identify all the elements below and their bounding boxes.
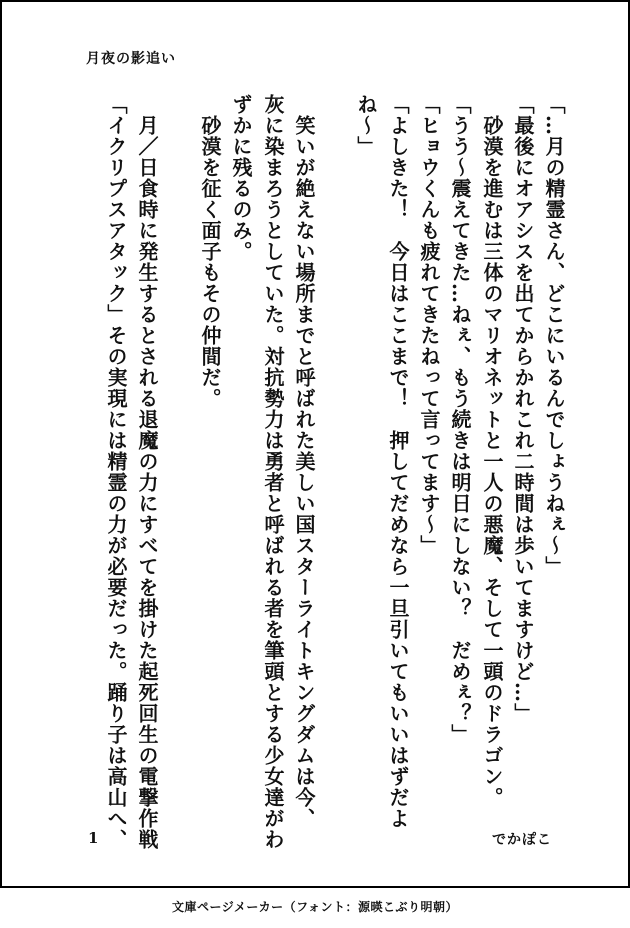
text-line: 「最後にオアシスを出てからかれこれ二時間は歩いてますけど…」 bbox=[511, 94, 535, 724]
book-title: 月夜の影追い bbox=[86, 51, 176, 67]
text-line: 砂漠を征く面子もその仲間だ。 bbox=[198, 94, 222, 409]
text-line: ね～」 bbox=[354, 94, 378, 157]
page-number: 1 bbox=[88, 829, 99, 847]
text-line: 笑いが絶えない場所までと呼ばれた美しい国スターライトキングダムは今、 bbox=[292, 94, 316, 829]
text-line: 「ヒョウくんも疲れてきたねって言ってます～」 bbox=[417, 94, 441, 556]
footer-credit: 文庫ページメーカー（フォント：源暎こぶり明朝） bbox=[171, 900, 459, 914]
text-line: ずかに残るのみ。 bbox=[229, 94, 253, 262]
text-line: 砂漠を進むは三体のマリオネットと一人の悪魔、そして一頭のドラゴン。 bbox=[480, 94, 504, 808]
author-name: でかぽこ bbox=[492, 832, 552, 848]
text-line: 灰に染まろうとしていた。対抗勢力は勇者と呼ばれる者を筆頭とする少女達がわ bbox=[261, 94, 285, 850]
text-line: 月／日食時に発生するとされる退魔の力にすべてを掛けた起死回生の電撃作戦 bbox=[135, 94, 159, 850]
text-line: 「…月の精霊さん、どこにいるんでしょうねぇ～」 bbox=[542, 94, 566, 577]
text-line: 「うう～震えてきた…ねぇ、もう続きは明日にしない？ だめぇ？」 bbox=[448, 94, 472, 745]
text-line: 「よしきた！ 今日はここまで！ 押してだめなら一旦引いてもいいはずだよ bbox=[386, 94, 410, 829]
text-line: 「イクリプスアタック」その実現には精霊の力が必要だった。踊り子は高山へ、 bbox=[104, 94, 128, 850]
